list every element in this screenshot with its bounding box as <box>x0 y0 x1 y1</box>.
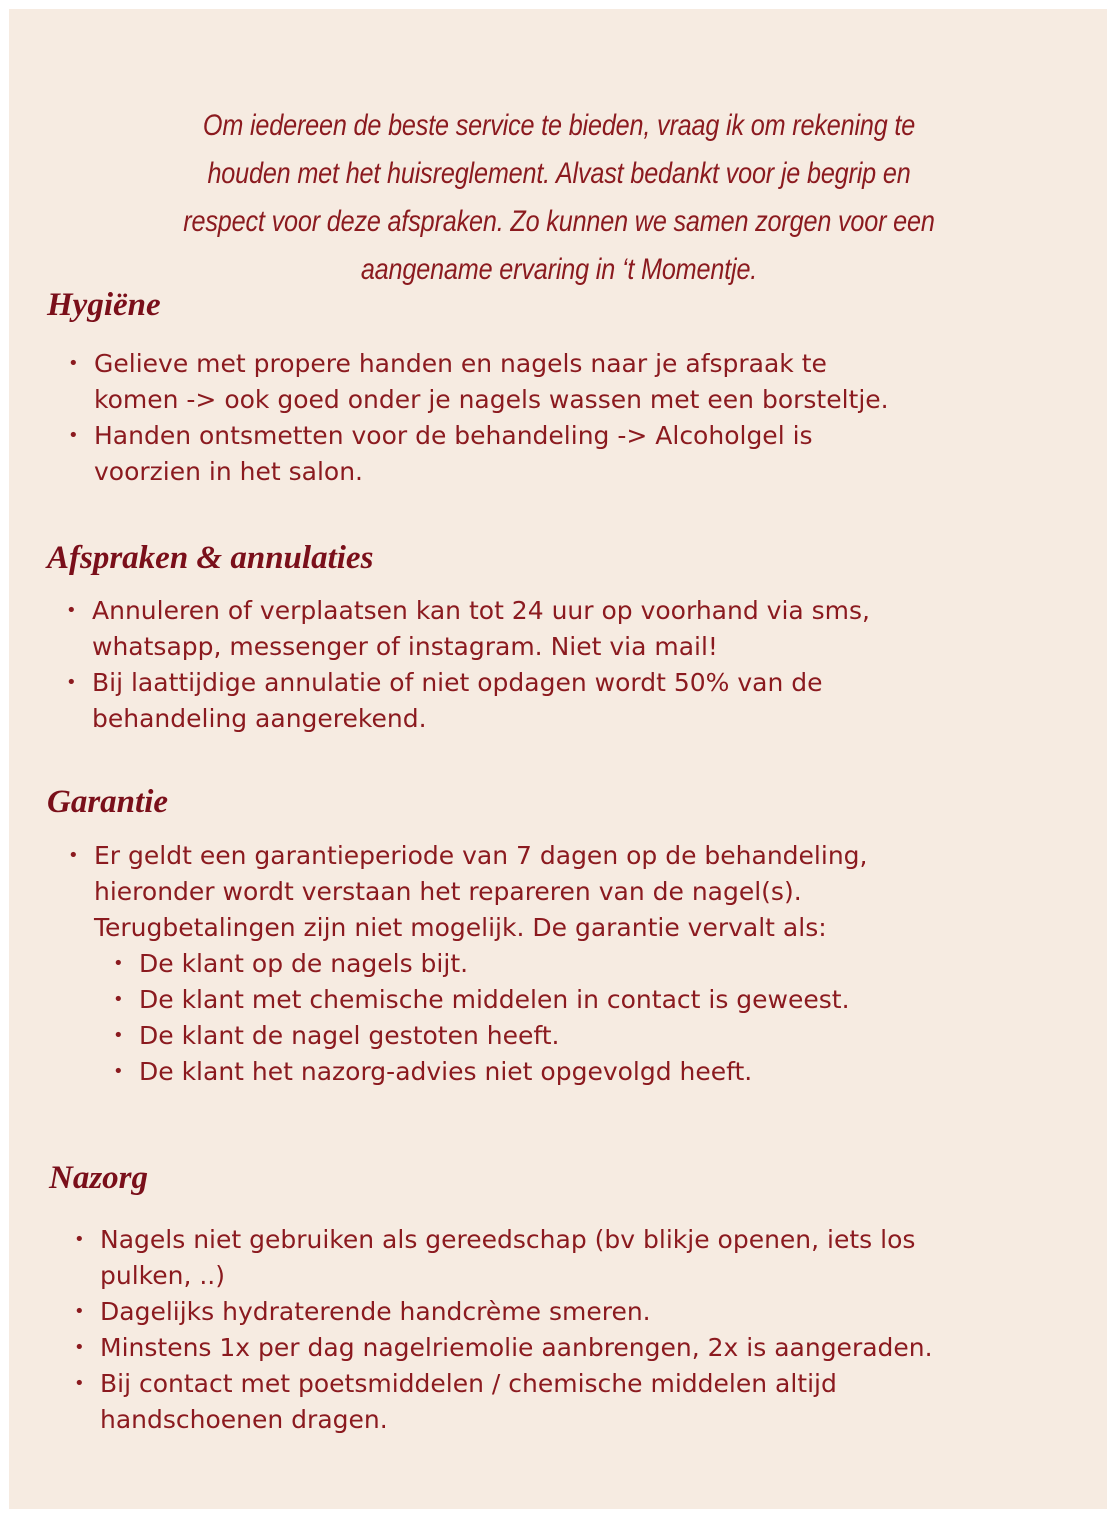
list-item <box>47 665 1047 737</box>
intro-line: respect voor deze afspraken. Zo kunnen we samen zorgen voor een <box>183 205 935 238</box>
list-item <box>49 418 1049 490</box>
list-item <box>49 838 1049 946</box>
intro-line: Om iedereen de beste service te bieden, vraag ik om rekening te <box>202 109 916 142</box>
list-item-line: hieronder wordt verstaan het repareren van de nagel(s). <box>94 877 802 906</box>
bullet-icon: • <box>113 953 124 974</box>
bullet-icon: • <box>68 845 79 866</box>
house-rules-sheet <box>9 9 1107 1509</box>
intro-line: aangename ervaring in ‘t Momentje. <box>360 253 758 286</box>
list-item-line: Nagels niet gebruiken als gereedschap (bv blikje openen, iets los <box>100 1225 916 1254</box>
warranty-rules-list <box>49 838 1049 1090</box>
list-item-line: komen -> ook goed onder je nagels wassen met een borsteltje. <box>94 385 889 414</box>
intro-line: houden met het huisreglement. Alvast bedankt voor je begrip en <box>207 157 911 190</box>
list-item <box>49 346 1049 418</box>
list-item-line: Annuleren of verplaatsen kan tot 24 uur op voorhand via sms, <box>92 596 871 625</box>
heading-appointments: Afspraken & annulaties <box>47 540 374 576</box>
warranty-condition-item <box>49 982 1049 1018</box>
warranty-condition-item <box>49 1054 1049 1090</box>
list-item <box>55 1366 1055 1438</box>
bullet-icon: • <box>74 1337 85 1358</box>
list-item-line: Terugbetalingen zijn niet mogelijk. De garantie vervalt als: <box>94 913 827 942</box>
list-item-line: Bij contact met poetsmiddelen / chemische middelen altijd <box>100 1369 837 1398</box>
heading-hygiene: Hygiëne <box>47 287 161 323</box>
aftercare-rules-list <box>55 1222 1055 1438</box>
bullet-icon: • <box>68 425 79 446</box>
list-item <box>55 1294 1055 1330</box>
bullet-icon: • <box>113 989 124 1010</box>
list-item-line: handschoenen dragen. <box>100 1405 388 1434</box>
heading-aftercare: Nazorg <box>49 1160 149 1196</box>
bullet-icon: • <box>66 672 77 693</box>
list-item <box>47 593 1047 665</box>
list-item <box>55 1222 1055 1294</box>
list-item-line: Bij laattijdige annulatie of niet opdagen wordt 50% van de <box>92 668 823 697</box>
list-item-line: De klant het nazorg-advies niet opgevolgd heeft. <box>139 1057 753 1086</box>
warranty-condition-item <box>49 1018 1049 1054</box>
list-item-line: behandeling aangerekend. <box>92 704 427 733</box>
list-item-line: Minstens 1x per dag nagelriemolie aanbrengen, 2x is aangeraden. <box>100 1333 933 1362</box>
intro-text <box>181 102 937 294</box>
bullet-icon: • <box>68 353 79 374</box>
list-item-line: Gelieve met propere handen en nagels naar je afspraak te <box>94 349 827 378</box>
bullet-icon: • <box>66 600 77 621</box>
bullet-icon: • <box>74 1229 85 1250</box>
list-item-line: De klant op de nagels bijt. <box>139 949 469 978</box>
warranty-condition-item <box>49 946 1049 982</box>
list-item-line: Dagelijks hydraterende handcrème smeren. <box>100 1297 651 1326</box>
bullet-icon: • <box>74 1301 85 1322</box>
list-item-line: Er geldt een garantieperiode van 7 dagen op de behandeling, <box>94 841 868 870</box>
list-item <box>55 1330 1055 1366</box>
bullet-icon: • <box>113 1061 124 1082</box>
appointments-rules-list <box>47 593 1047 737</box>
list-item-line: pulken, ..) <box>100 1261 226 1290</box>
list-item-line: De klant de nagel gestoten heeft. <box>139 1021 560 1050</box>
list-item-line: De klant met chemische middelen in contact is geweest. <box>139 985 850 1014</box>
bullet-icon: • <box>113 1025 124 1046</box>
list-item-line: voorzien in het salon. <box>94 457 363 486</box>
list-item-line: whatsapp, messenger of instagram. Niet via mail! <box>92 632 718 661</box>
bullet-icon: • <box>74 1373 85 1394</box>
list-item-line: Handen ontsmetten voor de behandeling -> Alcoholgel is <box>94 421 813 450</box>
hygiene-rules-list <box>49 346 1049 490</box>
heading-warranty: Garantie <box>47 784 169 820</box>
